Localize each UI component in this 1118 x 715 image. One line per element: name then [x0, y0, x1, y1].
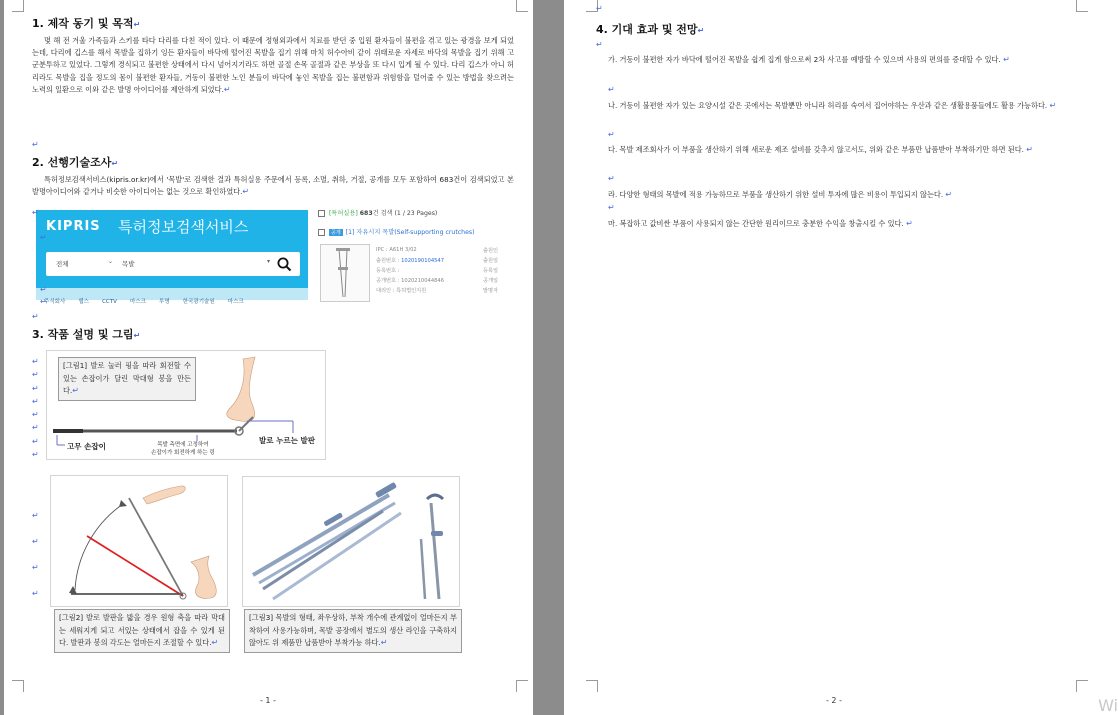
return-mark: ↵ [40, 285, 47, 294]
expected-effect-item-3: 다. 목발 제조회사가 이 부품을 생산하기 위해 새로운 제조 설비를 갖추지 않고서도, 위와 같은 부품만 납품받아 부착하기만 하면 된다. ↵ [608, 145, 1033, 154]
result-registered-label: 등록일 [483, 268, 499, 274]
section-1-body: 몇 해 전 겨울 가족들과 스키를 타다 다리를 다친 적이 있다. 이 때문에 정형외과에서 치료를 받던 중 입원 환자들이 불편을 겪고 있는 광경을 보게 되었는데, 다리에 깁스를 해서 목발을 집하기 잉든 환자들이 바닥에 떨어진 목발을 집기 위해 마치 허수아비 같이 위태로운 자세로 바닥의 목발을 집기 위해 고군분투하고 있었다. 그렇게 경식되고 불편한 상태에서 다시 넘어지기라도 하면 골절 손목 골절과 같은 부상을 또 다시 입게 될 수 있다. 다리 깁스가 아니 허리라도 목발을 집을 정도의 몸이 불편한 환자들, 거동이 불편한 노인 분들이 바닥에 놓인 목발을 집는 불편함과 위험함을 덜어줄 수 있는 방법을 찾으려는 노력의 일환으로 이와 같은 발명 아이디어를 제안하게 되었다.↵ [32, 36, 514, 94]
return-mark: ↵ [40, 233, 47, 242]
kipris-search-query: 목발 [122, 260, 135, 268]
page-corner-mark [12, 0, 24, 12]
section-3-heading: 3. 작품 설명 및 그림↵ [32, 328, 141, 341]
return-mark-column: ↵ ↵ ↵ ↵ ↵ ↵ ↵ ↵ [32, 357, 39, 460]
return-mark: ↵ [32, 140, 39, 149]
chevron-down-icon: ⌄ [108, 258, 114, 265]
expected-effect-item-4: 라. 다양한 형태의 목발에 적용 가능하므로 부품을 생산하기 위한 설비 투자에 많은 비용이 투입되지 않는다. ↵ [608, 190, 953, 199]
result-item-title: 공개 [1] 자유시지 목발(Self-supporting crutches) [318, 227, 475, 236]
figure-2-caption: [그림2] 발로 발판을 밟을 경우 원형 축을 따라 막대는 세워지게 되고 서있는 상태에서 잡을 수 있게 된다. 발판과 봉의 각도는 얼마든지 조절할 수 있다.↵ [54, 609, 230, 653]
return-mark: ↵ [32, 312, 39, 321]
crutch-thumbnail-icon [321, 245, 369, 301]
result-appno: 출원번호 : 1020190104547 [376, 258, 445, 264]
kipris-search-box [46, 252, 300, 276]
figure-2-drawing [51, 476, 229, 608]
expected-effect-item-5: 마. 복잡하고 값비싼 부품이 사용되지 않는 간단한 원리이므로 충분한 수익을 창출시킬 수 있다. ↵ [608, 219, 913, 228]
return-mark: ↵ [608, 203, 615, 212]
figure-2 [50, 475, 228, 607]
return-mark: ↵ [608, 85, 615, 94]
return-mark: ↵ [608, 130, 615, 139]
result-regno: 등록번호 : [376, 268, 400, 274]
result-thumbnail [320, 244, 370, 302]
result-count-line: [특허실용] 683건 검색 (1 / 23 Pages) [318, 208, 437, 217]
page-corner-mark [1076, 0, 1088, 12]
return-mark: ↵ [596, 40, 603, 49]
figure-1-caption: [그림1] 발로 눌러 핑을 따라 회전할 수 있는 손잡이가 달린 막대형 봉을 만든다.↵ [58, 357, 196, 401]
document-page-2 [564, 0, 1118, 715]
page-number: - 1 - [260, 696, 276, 705]
label-ring: 목발 측면에 고정하여 손잡이가 회전하게 하는 링 [151, 442, 215, 456]
figure-3 [242, 476, 460, 607]
label-foot-pedal: 발로 누르는 발판 [259, 436, 315, 445]
result-applicant-label: 출원인 [483, 248, 499, 254]
return-mark: ↵ [40, 297, 47, 306]
result-filed-label: 출원일 [483, 258, 499, 264]
result-published-label: 공개일 [483, 278, 499, 284]
page-corner-mark [1076, 680, 1088, 692]
kipris-keyword: 웹스 [78, 299, 89, 305]
section-2-body: 특허정보검색서비스(kipris.or.kr)에서 '목발'로 검색한 결과 특허실용 주문에서 등록, 소멸, 취하, 거절, 공개를 모두 포함하여 683건이 검색되었고 본 발명아이디어와 같거나 비슷한 아이디어는 없는 것으로 확인하였다.↵ [32, 175, 514, 197]
return-mark-column: ↵ ↵ ↵ ↵ [32, 511, 39, 598]
checkbox-icon [318, 210, 325, 217]
kipris-title: 특허정보검색서비스 [118, 218, 249, 236]
kipris-logo: KIPRIS [46, 219, 101, 234]
page-corner-mark [516, 0, 528, 12]
kipris-keyword: 마스크 [227, 299, 244, 305]
expected-effect-item-1: 가. 거동이 불편한 자가 바닥에 떨어진 목발을 쉽게 집게 함으로써 2차 사고를 예방할 수 있으며 사용의 편의를 증대할 수 있다. ↵ [608, 55, 1010, 64]
section-2-heading: 2. 선행기술조사↵ [32, 156, 119, 169]
page-number: - 2 - [826, 696, 842, 705]
return-mark: ↵ [596, 4, 603, 13]
figure-3-caption: [그림3] 목발의 형태, 좌우상하, 부착 개수에 관계없이 얼마든지 부착하여 사용가능하며, 목발 공장에서 별도의 생산 라인을 구축하지 않아도 위 제품만 납품받아 부착가능 하다.↵ [244, 609, 462, 653]
page-corner-mark [12, 680, 24, 692]
section-1-heading: 1. 제작 동기 및 목적↵ [32, 17, 141, 30]
return-mark: ↵ [608, 174, 615, 183]
page-corner-mark [586, 680, 598, 692]
kipris-search-scope: 전체 [56, 260, 69, 268]
caret-down-icon: ▾ [266, 258, 270, 265]
search-icon [276, 256, 292, 272]
page-corner-mark [516, 680, 528, 692]
kipris-banner-image [36, 210, 308, 305]
return-mark: ↵ [32, 208, 39, 217]
kipris-keyword: 한국광기술원 [182, 299, 215, 305]
result-ipc: IPC : A61H 3/02 [376, 247, 417, 253]
result-inventor-label: 발명자 [483, 288, 499, 294]
section-4-heading: 4. 기대 효과 및 전망↵ [596, 23, 705, 36]
figure-3-drawing [243, 477, 461, 608]
kipris-keyword: CCTV [102, 299, 117, 305]
kipris-keyword: 주식회사 [44, 299, 66, 305]
kipris-keyword: 투명 [159, 299, 170, 305]
expected-effect-item-2: 나. 거동이 불편한 자가 있는 요양시설 같은 곳에서는 목발뿐만 아니라 허리를 숙여서 집어야하는 우산과 같은 생활용품들에도 활용 가능하다. ↵ [608, 101, 1057, 110]
document-page-1 [4, 0, 533, 715]
label-rubber-grip: 고무 손잡이 [67, 442, 106, 451]
kipris-keyword: 마스크 [130, 299, 146, 305]
checkbox-icon [318, 229, 325, 236]
result-pubno: 공개번호 : 1020210044846 [376, 278, 445, 284]
kipris-keyword-bar [36, 288, 308, 305]
result-agent: 대리인 : 특허법인지원 [376, 288, 427, 294]
watermark-text: Wi [1098, 696, 1118, 715]
